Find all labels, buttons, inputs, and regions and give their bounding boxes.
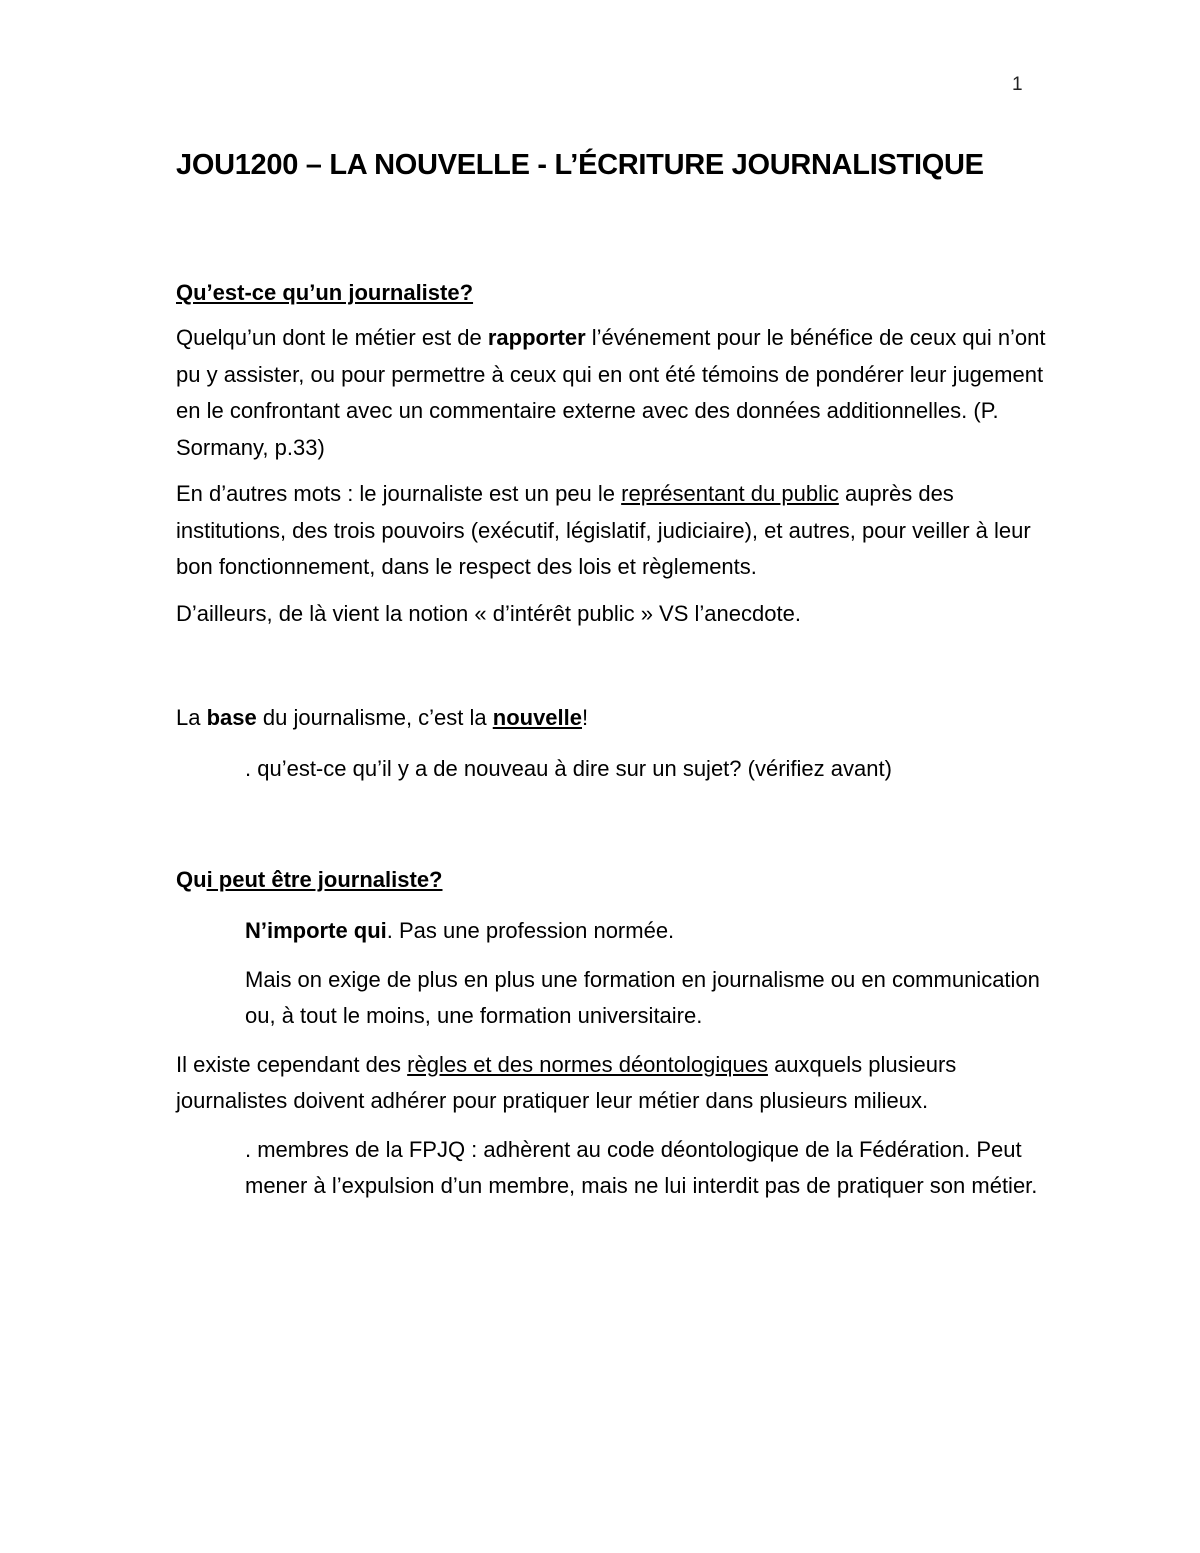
fpjq-paragraph: . membres de la FPJQ : adhèrent au code déontologique de la Fédération. Peut mener à l’expulsion d’un membre, mais ne lui interdit pas de pratiquer son métier. xyxy=(245,1136,1038,1198)
rules-text-1: Il existe cependant des xyxy=(176,1051,408,1077)
base-paragraph xyxy=(176,700,1056,737)
document-body xyxy=(176,146,1056,1205)
section-heading-underlined: i peut être journaliste? xyxy=(206,867,443,892)
section-heading-who-can-be xyxy=(176,865,1056,895)
definition-text-1: Quelqu’un dont le métier est de xyxy=(176,325,488,350)
base-bold-underlined-word: nouvelle xyxy=(492,705,582,730)
whats-new-line: . qu’est-ce qu’il y a de nouveau à dire sur un sujet? (vérifiez avant) xyxy=(245,755,892,781)
base-bold-word: base xyxy=(206,705,257,730)
page-number: 1 xyxy=(1012,74,1023,95)
other-words-text-1: En d’autres mots : le journaliste est un peu le xyxy=(176,481,622,506)
definition-paragraph xyxy=(176,320,1056,466)
other-words-text-2: auprès des institutions, des trois pouvoirs (exécutif, législatif, judiciaire), et autres, pour veiller à leur bon fonctionnement, dans le respect des lois et règlements. xyxy=(176,481,1031,579)
definition-text-2: l’événement pour le bénéfice de ceux qui n’ont pu y assister, ou pour permettre à ceux qui en ont été témoins de pondérer leur jugement en le confrontant avec un commentaire externe avec des données additionnelles. (P. Sormany, p.33) xyxy=(176,325,1046,460)
other-words-underlined: représentant du public xyxy=(621,481,839,506)
definition-bold-word: rapporter xyxy=(487,325,586,350)
anyone-bold: N’importe qui xyxy=(245,918,387,943)
public-interest-paragraph: D’ailleurs, de là vient la notion « d’intérêt public » VS l’anecdote. xyxy=(176,600,801,626)
in-other-words-paragraph xyxy=(176,476,1056,586)
section-heading-plain: Qu xyxy=(176,867,207,892)
training-paragraph: Mais on exige de plus en plus une formation en journalisme ou en communication ou, à tout le moins, une formation universitaire. xyxy=(245,966,1040,1028)
anyone-rest: . Pas une profession normée. xyxy=(386,918,675,943)
section-heading-what-is-journalist xyxy=(176,278,1056,308)
rules-underlined: règles et des normes déontologiques xyxy=(407,1051,768,1077)
anyone-paragraph xyxy=(245,913,1056,950)
base-text-3: ! xyxy=(582,705,589,730)
base-text-1: La xyxy=(176,705,207,730)
rules-paragraph xyxy=(176,1047,1056,1120)
rules-text-2: auxquels plusieurs journalistes doivent adhérer pour pratiquer leur métier dans plusieurs milieux. xyxy=(176,1051,957,1113)
document-title: JOU1200 – LA NOUVELLE - L’ÉCRITURE JOURNALISTIQUE xyxy=(176,149,984,181)
section-heading-text: Qu’est-ce qu’un journaliste? xyxy=(176,280,474,305)
base-text-2: du journalisme, c’est la xyxy=(256,705,493,730)
